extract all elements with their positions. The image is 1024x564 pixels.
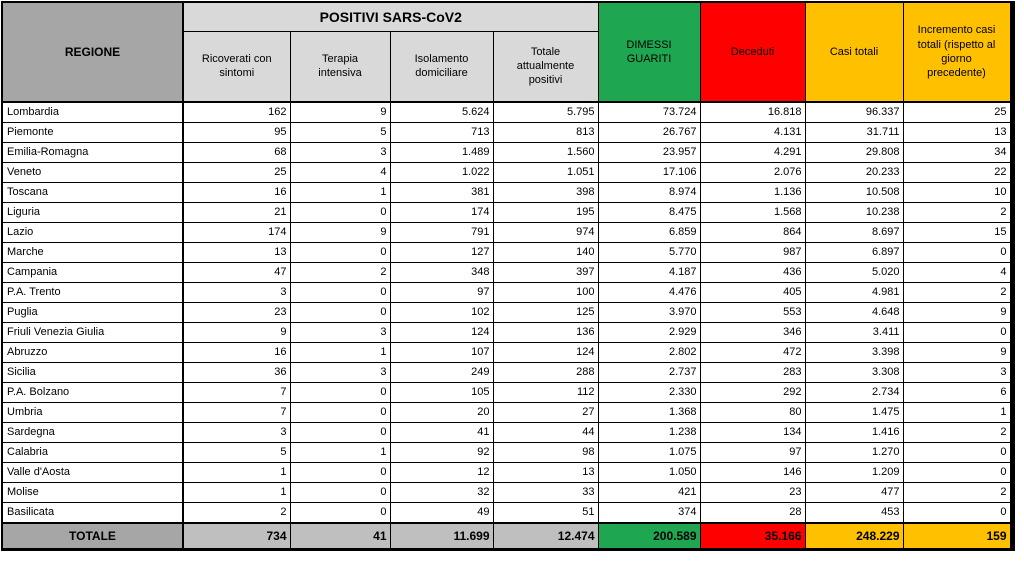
value-cell: 12 (390, 463, 493, 483)
value-cell: 13 (183, 243, 290, 263)
totale-attualmente-positivi-cell: 12.474 (493, 523, 598, 549)
region-name-cell: Campania (2, 263, 183, 283)
value-cell: 1.270 (805, 443, 903, 463)
table-body (2, 102, 1012, 523)
region-row (2, 323, 1012, 343)
value-cell: 2 (903, 203, 1012, 223)
value-cell: 16 (183, 343, 290, 363)
value-cell: 5.770 (598, 243, 700, 263)
value-cell: 374 (598, 503, 700, 524)
value-cell: 4.648 (805, 303, 903, 323)
totale-label-cell: TOTALE (2, 523, 183, 549)
region-row (2, 243, 1012, 263)
value-cell: 348 (390, 263, 493, 283)
value-cell: 3 (290, 323, 390, 343)
value-cell: 2 (183, 503, 290, 524)
value-cell: 96.337 (805, 102, 903, 123)
value-cell: 9 (903, 303, 1012, 323)
value-cell: 4.981 (805, 283, 903, 303)
value-cell: 36 (183, 363, 290, 383)
value-cell: 124 (493, 343, 598, 363)
value-cell: 477 (805, 483, 903, 503)
value-cell: 95 (183, 123, 290, 143)
value-cell: 6 (903, 383, 1012, 403)
value-cell: 47 (183, 263, 290, 283)
value-cell: 3 (290, 143, 390, 163)
value-cell: 2.330 (598, 383, 700, 403)
value-cell: 405 (700, 283, 805, 303)
region-row (2, 503, 1012, 524)
value-cell: 1.075 (598, 443, 700, 463)
value-cell: 0 (290, 483, 390, 503)
column-header-casi-totali: Casi totali (805, 2, 903, 102)
region-row (2, 263, 1012, 283)
totale-deceduti-cell: 35.166 (700, 523, 805, 549)
region-name-cell: Puglia (2, 303, 183, 323)
region-name-cell: Umbria (2, 403, 183, 423)
value-cell: 5 (290, 123, 390, 143)
region-name-cell: Valle d'Aosta (2, 463, 183, 483)
table-footer (2, 523, 1012, 549)
value-cell: 73.724 (598, 102, 700, 123)
value-cell: 10.508 (805, 183, 903, 203)
value-cell: 124 (390, 323, 493, 343)
region-row (2, 463, 1012, 483)
region-row (2, 443, 1012, 463)
value-cell: 105 (390, 383, 493, 403)
value-cell: 28 (700, 503, 805, 524)
value-cell: 3 (903, 363, 1012, 383)
value-cell: 1.568 (700, 203, 805, 223)
region-row (2, 183, 1012, 203)
value-cell: 6.859 (598, 223, 700, 243)
region-name-cell: Friuli Venezia Giulia (2, 323, 183, 343)
column-header-terapia-intensiva: Terapia intensiva (290, 31, 390, 102)
value-cell: 397 (493, 263, 598, 283)
value-cell: 25 (903, 102, 1012, 123)
value-cell: 20 (390, 403, 493, 423)
value-cell: 174 (183, 223, 290, 243)
value-cell: 29.808 (805, 143, 903, 163)
value-cell: 0 (290, 303, 390, 323)
region-name-cell: Marche (2, 243, 183, 263)
value-cell: 1 (290, 443, 390, 463)
region-row (2, 383, 1012, 403)
column-header-deceduti: Deceduti (700, 2, 805, 102)
totale-isolamento-cell: 11.699 (390, 523, 493, 549)
value-cell: 112 (493, 383, 598, 403)
region-name-cell: Sicilia (2, 363, 183, 383)
totale-incremento-cell: 159 (903, 523, 1012, 549)
region-name-cell: P.A. Bolzano (2, 383, 183, 403)
region-name-cell: Sardegna (2, 423, 183, 443)
value-cell: 974 (493, 223, 598, 243)
value-cell: 127 (390, 243, 493, 263)
value-cell: 1.560 (493, 143, 598, 163)
value-cell: 5.020 (805, 263, 903, 283)
value-cell: 3 (183, 423, 290, 443)
value-cell: 1 (290, 183, 390, 203)
value-cell: 16 (183, 183, 290, 203)
value-cell: 97 (390, 283, 493, 303)
value-cell: 4 (903, 263, 1012, 283)
value-cell: 6.897 (805, 243, 903, 263)
value-cell: 33 (493, 483, 598, 503)
value-cell: 713 (390, 123, 493, 143)
value-cell: 2.929 (598, 323, 700, 343)
column-header-dimessi-guariti: DIMESSI GUARITI (598, 2, 700, 102)
region-row (2, 363, 1012, 383)
value-cell: 107 (390, 343, 493, 363)
value-cell: 3 (183, 283, 290, 303)
value-cell: 4.131 (700, 123, 805, 143)
value-cell: 0 (903, 463, 1012, 483)
value-cell: 13 (493, 463, 598, 483)
value-cell: 34 (903, 143, 1012, 163)
region-name-cell: Calabria (2, 443, 183, 463)
value-cell: 20.233 (805, 163, 903, 183)
region-row (2, 163, 1012, 183)
value-cell: 10 (903, 183, 1012, 203)
region-name-cell: Lombardia (2, 102, 183, 123)
column-header-totale-attualmente-positivi: Totale attualmente positivi (493, 31, 598, 102)
value-cell: 346 (700, 323, 805, 343)
value-cell: 381 (390, 183, 493, 203)
value-cell: 1.489 (390, 143, 493, 163)
value-cell: 3 (290, 363, 390, 383)
value-cell: 1 (183, 483, 290, 503)
value-cell: 1.051 (493, 163, 598, 183)
value-cell: 102 (390, 303, 493, 323)
value-cell: 0 (903, 243, 1012, 263)
totale-terapia-cell: 41 (290, 523, 390, 549)
value-cell: 174 (390, 203, 493, 223)
value-cell: 0 (903, 443, 1012, 463)
value-cell: 1.368 (598, 403, 700, 423)
value-cell: 0 (290, 203, 390, 223)
value-cell: 3.398 (805, 343, 903, 363)
value-cell: 97 (700, 443, 805, 463)
value-cell: 51 (493, 503, 598, 524)
value-cell: 140 (493, 243, 598, 263)
value-cell: 2.076 (700, 163, 805, 183)
value-cell: 9 (903, 343, 1012, 363)
value-cell: 22 (903, 163, 1012, 183)
value-cell: 5 (183, 443, 290, 463)
value-cell: 13 (903, 123, 1012, 143)
totale-casi-totali-cell: 248.229 (805, 523, 903, 549)
value-cell: 472 (700, 343, 805, 363)
region-row (2, 102, 1012, 123)
value-cell: 5.624 (390, 102, 493, 123)
value-cell: 553 (700, 303, 805, 323)
value-cell: 249 (390, 363, 493, 383)
region-row (2, 143, 1012, 163)
value-cell: 864 (700, 223, 805, 243)
value-cell: 25 (183, 163, 290, 183)
region-name-cell: Toscana (2, 183, 183, 203)
value-cell: 791 (390, 223, 493, 243)
column-header-isolamento-domiciliare: Isolamento domiciliare (390, 31, 493, 102)
value-cell: 134 (700, 423, 805, 443)
value-cell: 1.209 (805, 463, 903, 483)
value-cell: 292 (700, 383, 805, 403)
region-name-cell: Abruzzo (2, 343, 183, 363)
value-cell: 1 (903, 403, 1012, 423)
value-cell: 2.737 (598, 363, 700, 383)
value-cell: 162 (183, 102, 290, 123)
value-cell: 0 (903, 503, 1012, 524)
value-cell: 1.416 (805, 423, 903, 443)
value-cell: 98 (493, 443, 598, 463)
column-header-ricoverati-con-sintomi: Ricoverati con sintomi (183, 31, 290, 102)
value-cell: 8.974 (598, 183, 700, 203)
value-cell: 32 (390, 483, 493, 503)
value-cell: 1.050 (598, 463, 700, 483)
value-cell: 0 (290, 283, 390, 303)
region-row (2, 283, 1012, 303)
region-row (2, 123, 1012, 143)
value-cell: 4.476 (598, 283, 700, 303)
value-cell: 2.734 (805, 383, 903, 403)
value-cell: 1.022 (390, 163, 493, 183)
value-cell: 987 (700, 243, 805, 263)
value-cell: 4.187 (598, 263, 700, 283)
value-cell: 1.136 (700, 183, 805, 203)
value-cell: 23.957 (598, 143, 700, 163)
value-cell: 27 (493, 403, 598, 423)
region-name-cell: P.A. Trento (2, 283, 183, 303)
totale-row (2, 523, 1012, 549)
value-cell: 92 (390, 443, 493, 463)
value-cell: 9 (183, 323, 290, 343)
value-cell: 49 (390, 503, 493, 524)
header-row-group (2, 2, 1012, 31)
value-cell: 0 (290, 423, 390, 443)
value-cell: 17.106 (598, 163, 700, 183)
region-name-cell: Liguria (2, 203, 183, 223)
value-cell: 44 (493, 423, 598, 443)
value-cell: 3.308 (805, 363, 903, 383)
value-cell: 125 (493, 303, 598, 323)
value-cell: 453 (805, 503, 903, 524)
value-cell: 0 (903, 323, 1012, 343)
table-header (2, 2, 1012, 102)
value-cell: 5.795 (493, 102, 598, 123)
value-cell: 26.767 (598, 123, 700, 143)
value-cell: 15 (903, 223, 1012, 243)
value-cell: 1 (183, 463, 290, 483)
value-cell: 195 (493, 203, 598, 223)
value-cell: 4.291 (700, 143, 805, 163)
region-row (2, 483, 1012, 503)
region-name-cell: Molise (2, 483, 183, 503)
value-cell: 9 (290, 223, 390, 243)
value-cell: 8.475 (598, 203, 700, 223)
value-cell: 3.411 (805, 323, 903, 343)
region-row (2, 223, 1012, 243)
value-cell: 288 (493, 363, 598, 383)
value-cell: 9 (290, 102, 390, 123)
value-cell: 7 (183, 403, 290, 423)
value-cell: 1.238 (598, 423, 700, 443)
value-cell: 283 (700, 363, 805, 383)
value-cell: 398 (493, 183, 598, 203)
value-cell: 23 (700, 483, 805, 503)
totale-ricoverati-cell: 734 (183, 523, 290, 549)
value-cell: 8.697 (805, 223, 903, 243)
region-name-cell: Piemonte (2, 123, 183, 143)
value-cell: 0 (290, 503, 390, 524)
region-row (2, 423, 1012, 443)
value-cell: 2 (290, 263, 390, 283)
region-row (2, 343, 1012, 363)
region-name-cell: Basilicata (2, 503, 183, 524)
value-cell: 3.970 (598, 303, 700, 323)
value-cell: 436 (700, 263, 805, 283)
value-cell: 41 (390, 423, 493, 443)
covid-regions-table (1, 1, 1015, 551)
value-cell: 0 (290, 243, 390, 263)
value-cell: 23 (183, 303, 290, 323)
column-header-incremento-casi: Incremento casi totali (rispetto al giorno precedente) (903, 2, 1012, 102)
region-row (2, 403, 1012, 423)
region-row (2, 203, 1012, 223)
value-cell: 16.818 (700, 102, 805, 123)
region-name-cell: Lazio (2, 223, 183, 243)
value-cell: 21 (183, 203, 290, 223)
column-header-regione: REGIONE (2, 2, 183, 102)
value-cell: 2 (903, 483, 1012, 503)
value-cell: 68 (183, 143, 290, 163)
region-row (2, 303, 1012, 323)
value-cell: 813 (493, 123, 598, 143)
value-cell: 31.711 (805, 123, 903, 143)
value-cell: 100 (493, 283, 598, 303)
value-cell: 2 (903, 423, 1012, 443)
value-cell: 0 (290, 463, 390, 483)
value-cell: 146 (700, 463, 805, 483)
totale-dimessi-guariti-cell: 200.589 (598, 523, 700, 549)
value-cell: 80 (700, 403, 805, 423)
value-cell: 4 (290, 163, 390, 183)
value-cell: 2.802 (598, 343, 700, 363)
value-cell: 136 (493, 323, 598, 343)
region-name-cell: Veneto (2, 163, 183, 183)
value-cell: 10.238 (805, 203, 903, 223)
value-cell: 0 (290, 403, 390, 423)
value-cell: 0 (290, 383, 390, 403)
region-name-cell: Emilia-Romagna (2, 143, 183, 163)
value-cell: 421 (598, 483, 700, 503)
value-cell: 1.475 (805, 403, 903, 423)
column-group-positivi-sars-cov2: POSITIVI SARS-CoV2 (183, 2, 598, 31)
value-cell: 7 (183, 383, 290, 403)
value-cell: 2 (903, 283, 1012, 303)
value-cell: 1 (290, 343, 390, 363)
